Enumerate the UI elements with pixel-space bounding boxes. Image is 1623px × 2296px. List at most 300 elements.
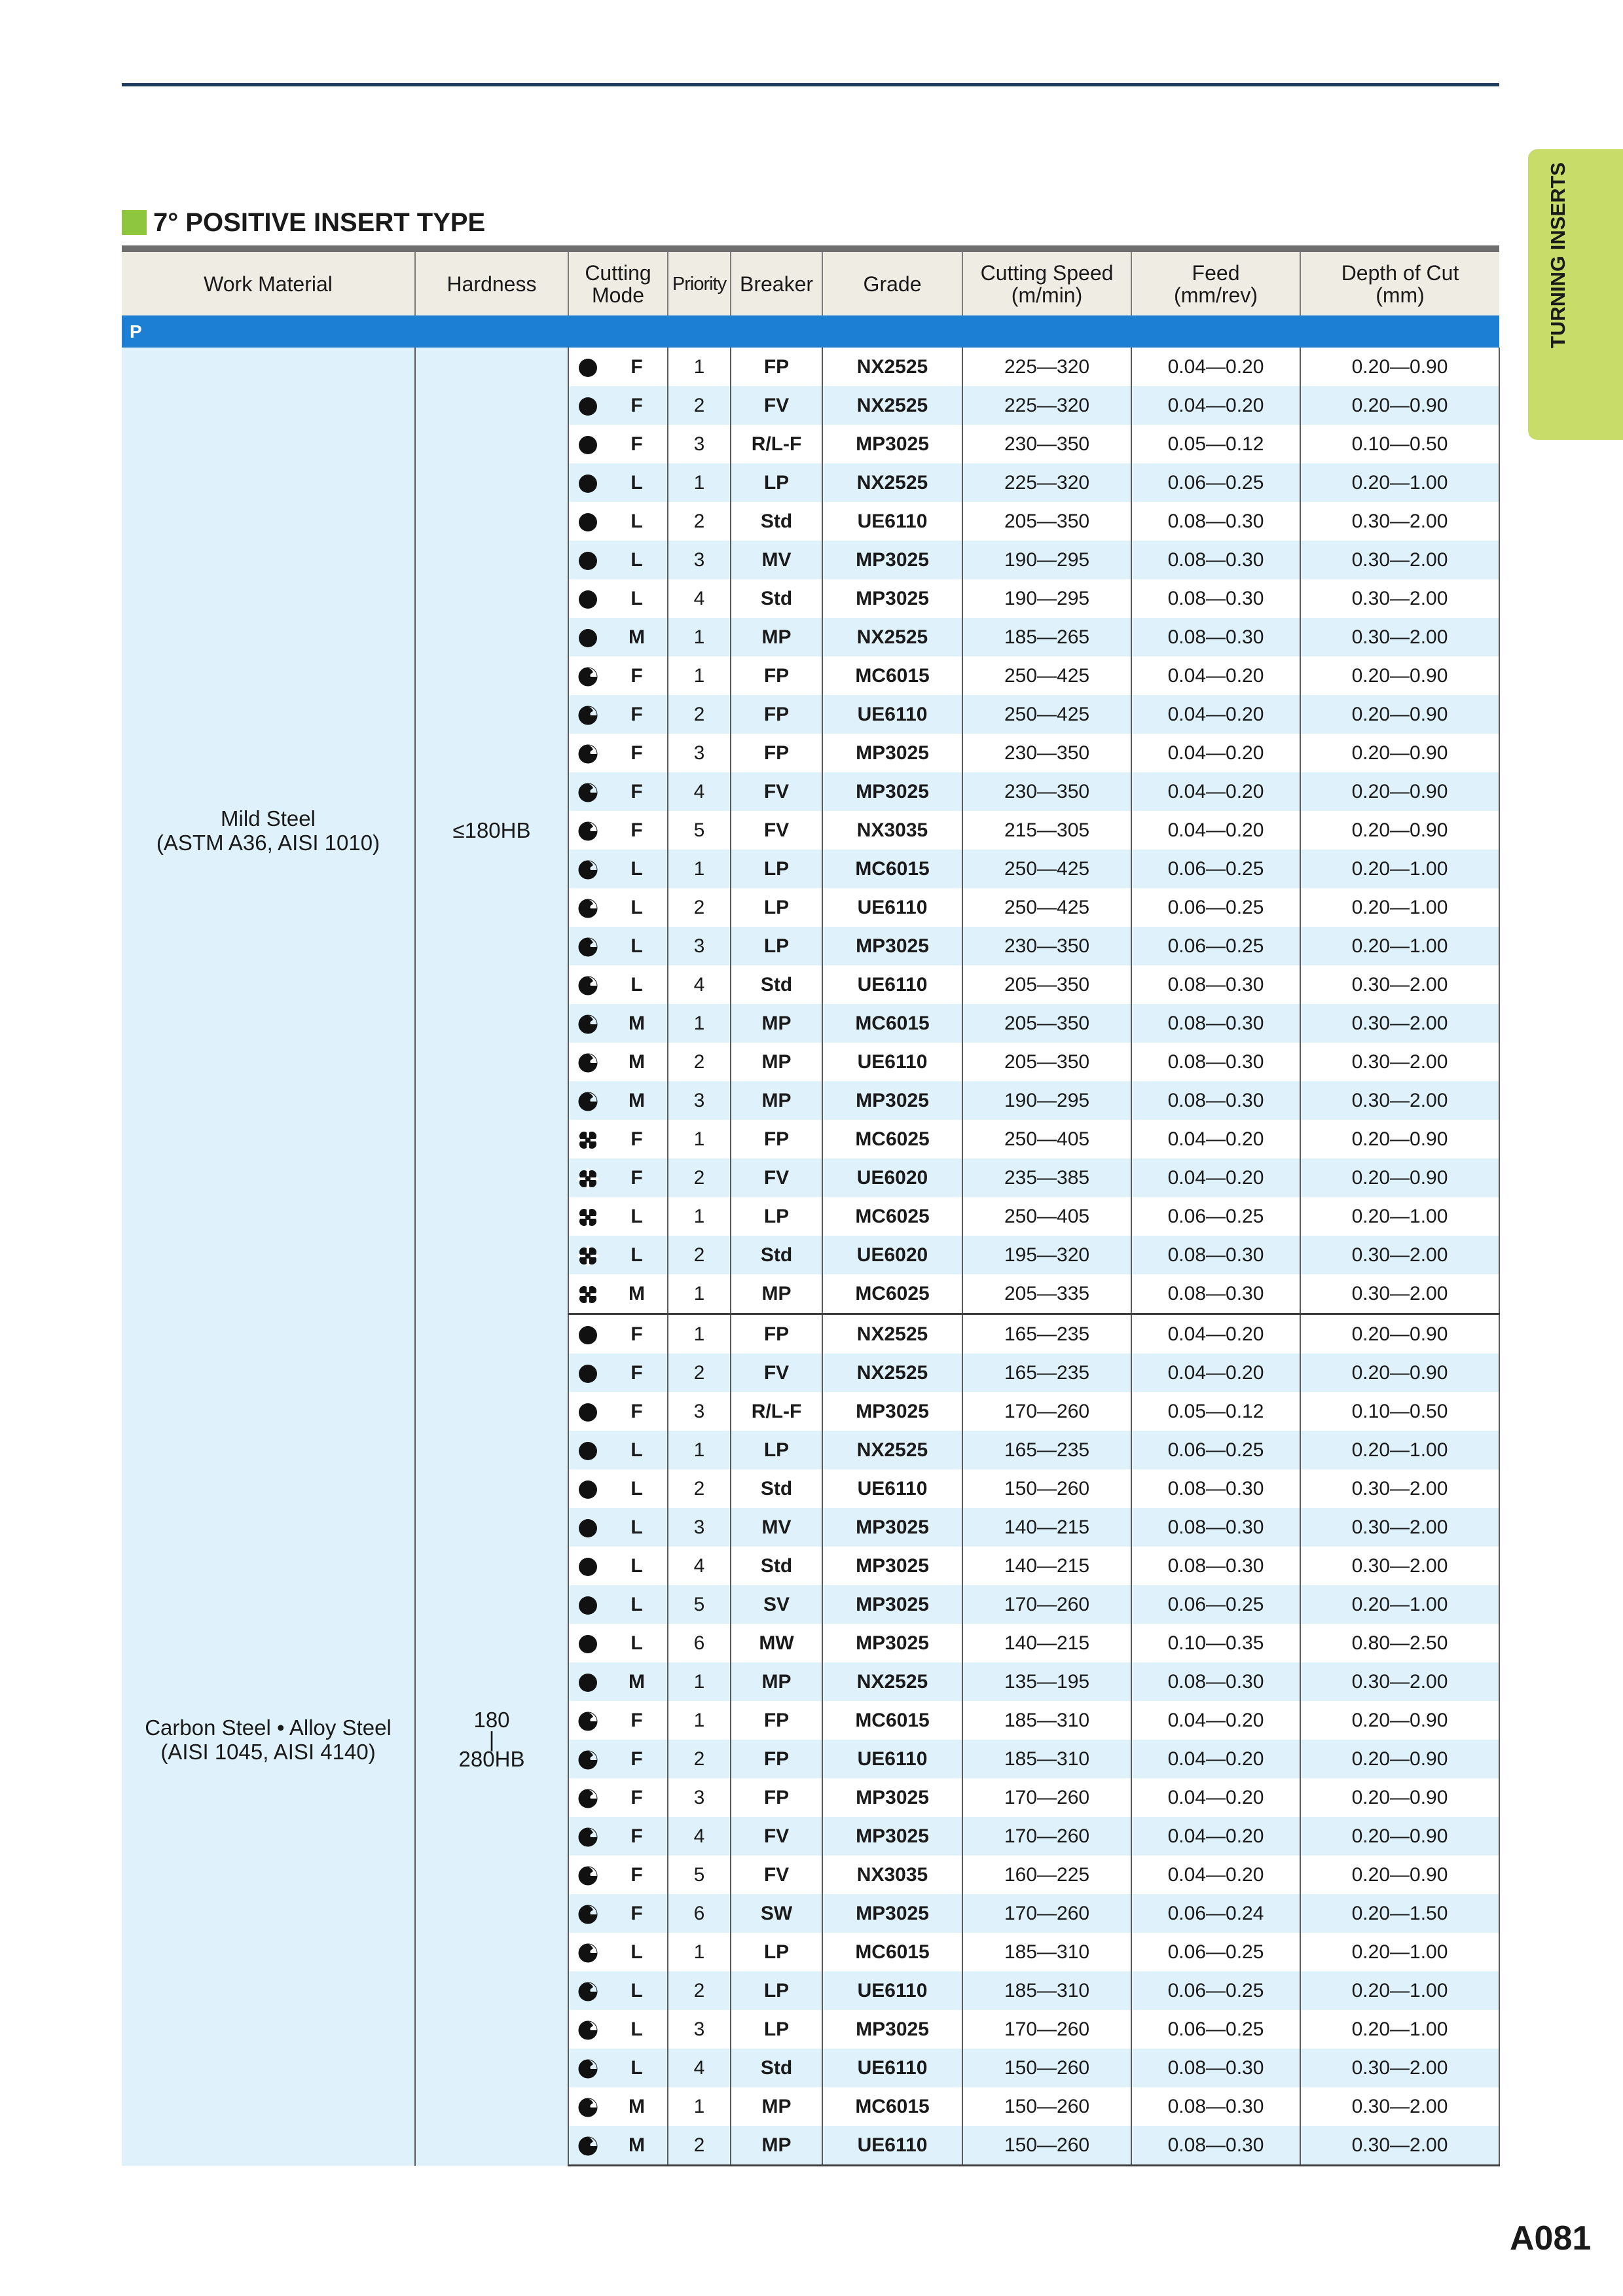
- priority-cell: 4: [668, 1547, 731, 1585]
- breaker-cell: MP: [731, 1274, 822, 1314]
- header-grade: Grade: [822, 249, 962, 315]
- cutting-speed-cell: 250—405: [962, 1197, 1131, 1236]
- insert-shape-cell: [568, 1354, 606, 1392]
- insert-shape-cell: [568, 1120, 606, 1158]
- hardness-value: ≤180HB: [452, 818, 531, 843]
- insert-shape-cell: [568, 1158, 606, 1197]
- priority-cell: 1: [668, 1120, 731, 1158]
- insert-shape-cell: [568, 2126, 606, 2166]
- cutting-mode-cell: L: [606, 579, 668, 618]
- cutting-mode-cell: F: [606, 1392, 668, 1431]
- cutting-speed-cell: 135—195: [962, 1662, 1131, 1701]
- feed-cell: 0.04—0.20: [1131, 1120, 1300, 1158]
- breaker-cell: MP: [731, 1004, 822, 1043]
- priority-cell: 6: [668, 1894, 731, 1933]
- notched-circle-icon: [577, 2020, 598, 2041]
- cutting-mode-cell: M: [606, 1004, 668, 1043]
- priority-cell: 3: [668, 1508, 731, 1547]
- feed-cell: 0.04—0.20: [1131, 1701, 1300, 1740]
- cutting-speed-cell: 170—260: [962, 1778, 1131, 1817]
- grade-cell: MP3025: [822, 1547, 962, 1585]
- priority-cell: 1: [668, 656, 731, 695]
- grade-cell: MC6015: [822, 850, 962, 888]
- feed-cell: 0.06—0.24: [1131, 1894, 1300, 1933]
- breaker-cell: MV: [731, 1508, 822, 1547]
- insert-shape-cell: [568, 541, 606, 579]
- grade-cell: MP3025: [822, 541, 962, 579]
- cutting-mode-cell: L: [606, 1236, 668, 1274]
- depth-of-cut-cell: 0.30—2.00: [1300, 1662, 1499, 1701]
- depth-of-cut-cell: 0.20—0.90: [1300, 1354, 1499, 1392]
- breaker-cell: Std: [731, 965, 822, 1004]
- material-name: Mild Steel: [221, 806, 316, 831]
- grade-cell: UE6110: [822, 2126, 962, 2166]
- grade-cell: MC6025: [822, 1274, 962, 1314]
- notched-circle-icon: [577, 1904, 598, 1925]
- feed-cell: 0.04—0.20: [1131, 348, 1300, 386]
- table-row: [122, 348, 1499, 386]
- filled-circle-icon: [577, 396, 598, 417]
- priority-cell: 4: [668, 1817, 731, 1856]
- grade-cell: MP3025: [822, 1778, 962, 1817]
- insert-shape-cell: [568, 502, 606, 541]
- cutting-speed-cell: 225—320: [962, 386, 1131, 425]
- filled-circle-icon: [577, 1634, 598, 1655]
- insert-table: [122, 245, 1500, 2166]
- breaker-cell: FP: [731, 1778, 822, 1817]
- depth-of-cut-cell: 0.20—0.90: [1300, 1856, 1499, 1894]
- notched-circle-icon: [577, 937, 598, 958]
- feed-cell: 0.08—0.30: [1131, 1081, 1300, 1120]
- feed-cell: 0.08—0.30: [1131, 1274, 1300, 1314]
- feed-cell: 0.06—0.25: [1131, 888, 1300, 927]
- grade-cell: NX2525: [822, 618, 962, 656]
- insert-shape-cell: [568, 1236, 606, 1274]
- priority-cell: 1: [668, 1701, 731, 1740]
- depth-of-cut-cell: 0.20—0.90: [1300, 772, 1499, 811]
- priority-cell: 1: [668, 463, 731, 502]
- cutting-mode-cell: F: [606, 734, 668, 772]
- insert-shape-cell: [568, 850, 606, 888]
- feed-cell: 0.04—0.20: [1131, 1856, 1300, 1894]
- insert-shape-cell: [568, 1971, 606, 2010]
- cutting-speed-cell: 170—260: [962, 1392, 1131, 1431]
- cutting-speed-cell: 190—295: [962, 579, 1131, 618]
- cutting-speed-cell: 230—350: [962, 772, 1131, 811]
- feed-cell: 0.06—0.25: [1131, 1971, 1300, 2010]
- grade-cell: UE6110: [822, 502, 962, 541]
- cutting-mode-cell: L: [606, 1469, 668, 1508]
- feed-cell: 0.08—0.30: [1131, 541, 1300, 579]
- grade-cell: MP3025: [822, 1894, 962, 1933]
- cutting-mode-cell: M: [606, 1274, 668, 1314]
- depth-of-cut-cell: 0.20—0.90: [1300, 656, 1499, 695]
- breaker-cell: LP: [731, 1431, 822, 1469]
- cutting-mode-cell: L: [606, 2010, 668, 2049]
- breaker-cell: MP: [731, 1043, 822, 1081]
- cutting-mode-cell: F: [606, 1856, 668, 1894]
- feed-cell: 0.08—0.30: [1131, 1469, 1300, 1508]
- grade-cell: UE6110: [822, 965, 962, 1004]
- feed-cell: 0.04—0.20: [1131, 1740, 1300, 1778]
- cutting-mode-cell: L: [606, 502, 668, 541]
- cutting-speed-cell: 230—350: [962, 734, 1131, 772]
- feed-cell: 0.04—0.20: [1131, 695, 1300, 734]
- insert-shape-cell: [568, 1894, 606, 1933]
- cutting-mode-cell: M: [606, 1662, 668, 1701]
- hardness-value: 180: [473, 1708, 510, 1732]
- feed-cell: 0.04—0.20: [1131, 811, 1300, 850]
- section-title: [122, 208, 485, 237]
- depth-of-cut-cell: 0.20—0.90: [1300, 1120, 1499, 1158]
- depth-of-cut-cell: 0.30—2.00: [1300, 1469, 1499, 1508]
- depth-of-cut-cell: 0.20—0.90: [1300, 1817, 1499, 1856]
- feed-cell: 0.04—0.20: [1131, 656, 1300, 695]
- insert-shape-cell: [568, 1662, 606, 1701]
- grade-cell: UE6020: [822, 1236, 962, 1274]
- cutting-speed-cell: 225—320: [962, 348, 1131, 386]
- notched-circle-icon: [577, 2058, 598, 2079]
- insert-shape-cell: [568, 1274, 606, 1314]
- depth-of-cut-cell: 0.20—0.90: [1300, 386, 1499, 425]
- feed-cell: 0.06—0.25: [1131, 1431, 1300, 1469]
- cutting-mode-cell: L: [606, 541, 668, 579]
- cutting-mode-cell: L: [606, 1933, 668, 1971]
- insert-shape-cell: [568, 1081, 606, 1120]
- priority-cell: 5: [668, 1856, 731, 1894]
- priority-cell: 1: [668, 348, 731, 386]
- grade-cell: UE6110: [822, 2049, 962, 2087]
- grade-cell: MP3025: [822, 1392, 962, 1431]
- insert-shape-cell: [568, 1392, 606, 1431]
- feed-cell: 0.08—0.30: [1131, 502, 1300, 541]
- depth-of-cut-cell: 0.20—0.90: [1300, 1740, 1499, 1778]
- grade-cell: NX3035: [822, 811, 962, 850]
- cutting-speed-cell: 185—310: [962, 1740, 1131, 1778]
- breaker-cell: SV: [731, 1585, 822, 1624]
- priority-cell: 1: [668, 1274, 731, 1314]
- notched-circle-icon: [577, 782, 598, 803]
- breaker-cell: Std: [731, 1236, 822, 1274]
- grade-cell: MC6015: [822, 1933, 962, 1971]
- cutting-mode-cell: L: [606, 1508, 668, 1547]
- breaker-cell: Std: [731, 579, 822, 618]
- notched-circle-icon: [577, 1091, 598, 1112]
- breaker-cell: MW: [731, 1624, 822, 1662]
- feed-cell: 0.06—0.25: [1131, 2010, 1300, 2049]
- header-priority: Priority: [668, 249, 731, 315]
- depth-of-cut-cell: 0.20—1.00: [1300, 1431, 1499, 1469]
- depth-of-cut-cell: 0.30—2.00: [1300, 541, 1499, 579]
- priority-cell: 5: [668, 811, 731, 850]
- cutting-speed-cell: 205—350: [962, 502, 1131, 541]
- insert-shape-cell: [568, 1469, 606, 1508]
- header-breaker: Breaker: [731, 249, 822, 315]
- grade-cell: MP3025: [822, 1585, 962, 1624]
- grade-cell: MP3025: [822, 1081, 962, 1120]
- grade-cell: NX2525: [822, 1354, 962, 1392]
- breaker-cell: LP: [731, 927, 822, 965]
- insert-shape-cell: [568, 811, 606, 850]
- depth-of-cut-cell: 0.20—1.00: [1300, 1933, 1499, 1971]
- cutting-mode-cell: F: [606, 1314, 668, 1354]
- depth-of-cut-cell: 0.30—2.00: [1300, 618, 1499, 656]
- cutting-mode-cell: M: [606, 2087, 668, 2126]
- filled-circle-icon: [577, 1441, 598, 1462]
- header-depth-of-cut: Depth of Cut (mm): [1300, 249, 1499, 315]
- notched-circle-icon: [577, 1943, 598, 1964]
- grade-cell: MC6025: [822, 1197, 962, 1236]
- grade-cell: MP3025: [822, 734, 962, 772]
- insert-shape-cell: [568, 1585, 606, 1624]
- insert-shape-cell: [568, 1701, 606, 1740]
- priority-cell: 3: [668, 2010, 731, 2049]
- feed-cell: 0.08—0.30: [1131, 618, 1300, 656]
- breaker-cell: MP: [731, 2087, 822, 2126]
- priority-cell: 1: [668, 618, 731, 656]
- depth-of-cut-cell: 0.30—2.00: [1300, 2087, 1499, 2126]
- breaker-cell: FP: [731, 348, 822, 386]
- cutting-mode-cell: L: [606, 2049, 668, 2087]
- notched-circle-icon: [577, 898, 598, 919]
- depth-of-cut-cell: 0.20—1.00: [1300, 888, 1499, 927]
- depth-of-cut-cell: 0.30—2.00: [1300, 579, 1499, 618]
- cutting-speed-cell: 185—310: [962, 1701, 1131, 1740]
- notched-circle-icon: [577, 2097, 598, 2118]
- cutting-mode-cell: F: [606, 1701, 668, 1740]
- insert-shape-cell: [568, 1043, 606, 1081]
- insert-shape-cell: [568, 2049, 606, 2087]
- grade-cell: NX2525: [822, 1431, 962, 1469]
- cutting-speed-cell: 195—320: [962, 1236, 1131, 1274]
- grade-cell: MP3025: [822, 927, 962, 965]
- depth-of-cut-cell: 0.30—2.00: [1300, 1508, 1499, 1547]
- grade-cell: UE6110: [822, 1043, 962, 1081]
- insert-shape-cell: [568, 463, 606, 502]
- cutting-speed-cell: 205—350: [962, 1004, 1131, 1043]
- breaker-cell: FV: [731, 772, 822, 811]
- header-cutting-speed: Cutting Speed (m/min): [962, 249, 1131, 315]
- insert-table-wrap: [122, 245, 1499, 2166]
- insert-shape-cell: [568, 425, 606, 463]
- depth-of-cut-cell: 0.20—0.90: [1300, 1701, 1499, 1740]
- insert-shape-cell: [568, 1933, 606, 1971]
- side-tab: [1528, 149, 1623, 440]
- priority-cell: 1: [668, 1933, 731, 1971]
- section-title-text: 7° POSITIVE INSERT TYPE: [153, 207, 486, 237]
- priority-cell: 4: [668, 965, 731, 1004]
- cutting-mode-cell: F: [606, 772, 668, 811]
- priority-cell: 2: [668, 695, 731, 734]
- notched-circle-icon: [577, 1052, 598, 1073]
- notched-circle-icon: [577, 1981, 598, 2002]
- insert-shape-cell: [568, 772, 606, 811]
- feed-cell: 0.06—0.25: [1131, 1197, 1300, 1236]
- grade-cell: MP3025: [822, 1817, 962, 1856]
- breaker-cell: MP: [731, 1081, 822, 1120]
- grade-cell: MC6015: [822, 2087, 962, 2126]
- cutting-mode-cell: L: [606, 1197, 668, 1236]
- depth-of-cut-cell: 0.30—2.00: [1300, 502, 1499, 541]
- insert-shape-cell: [568, 2010, 606, 2049]
- depth-of-cut-cell: 0.10—0.50: [1300, 1392, 1499, 1431]
- insert-shape-cell: [568, 695, 606, 734]
- breaker-cell: LP: [731, 850, 822, 888]
- cutting-speed-cell: 230—350: [962, 927, 1131, 965]
- cutting-mode-cell: L: [606, 1431, 668, 1469]
- feed-cell: 0.04—0.20: [1131, 1354, 1300, 1392]
- insert-shape-cell: [568, 1817, 606, 1856]
- cutting-speed-cell: 140—215: [962, 1624, 1131, 1662]
- cutting-speed-cell: 150—260: [962, 2126, 1131, 2166]
- grade-cell: MP3025: [822, 425, 962, 463]
- grade-cell: MP3025: [822, 2010, 962, 2049]
- side-tab-label: [1545, 157, 1571, 353]
- depth-of-cut-cell: 0.30—2.00: [1300, 1274, 1499, 1314]
- cutting-mode-cell: F: [606, 1158, 668, 1197]
- grade-cell: MP3025: [822, 772, 962, 811]
- grade-cell: MC6015: [822, 656, 962, 695]
- breaker-cell: FV: [731, 386, 822, 425]
- clover-icon: [577, 1207, 598, 1228]
- hardness-cell: [415, 1314, 568, 2166]
- feed-cell: 0.08—0.30: [1131, 965, 1300, 1004]
- cutting-mode-cell: F: [606, 1894, 668, 1933]
- feed-cell: 0.08—0.30: [1131, 2049, 1300, 2087]
- priority-cell: 2: [668, 386, 731, 425]
- notched-circle-icon: [577, 1711, 598, 1732]
- priority-cell: 3: [668, 1778, 731, 1817]
- breaker-cell: FP: [731, 656, 822, 695]
- priority-cell: 2: [668, 502, 731, 541]
- depth-of-cut-cell: 0.10—0.50: [1300, 425, 1499, 463]
- breaker-cell: MP: [731, 1662, 822, 1701]
- insert-shape-cell: [568, 2087, 606, 2126]
- cutting-speed-cell: 190—295: [962, 1081, 1131, 1120]
- work-material-cell: [122, 348, 415, 1314]
- insert-shape-cell: [568, 1856, 606, 1894]
- notched-circle-icon: [577, 1788, 598, 1809]
- breaker-cell: LP: [731, 1197, 822, 1236]
- insert-shape-cell: [568, 1314, 606, 1354]
- insert-shape-cell: [568, 1197, 606, 1236]
- depth-of-cut-cell: 0.20—0.90: [1300, 348, 1499, 386]
- cutting-speed-cell: 150—260: [962, 2049, 1131, 2087]
- priority-cell: 3: [668, 734, 731, 772]
- insert-shape-cell: [568, 579, 606, 618]
- grade-cell: MP3025: [822, 579, 962, 618]
- insert-shape-cell: [568, 1508, 606, 1547]
- depth-of-cut-cell: 0.20—0.90: [1300, 734, 1499, 772]
- filled-circle-icon: [577, 1595, 598, 1616]
- insert-shape-cell: [568, 1004, 606, 1043]
- depth-of-cut-cell: 0.20—1.00: [1300, 2010, 1499, 2049]
- cutting-mode-cell: F: [606, 1120, 668, 1158]
- grade-cell: UE6110: [822, 1469, 962, 1508]
- feed-cell: 0.08—0.30: [1131, 1043, 1300, 1081]
- insert-shape-cell: [568, 1778, 606, 1817]
- notched-circle-icon: [577, 1827, 598, 1848]
- insert-shape-cell: [568, 927, 606, 965]
- cutting-speed-cell: 185—265: [962, 618, 1131, 656]
- depth-of-cut-cell: 0.20—0.90: [1300, 1314, 1499, 1354]
- feed-cell: 0.06—0.25: [1131, 1933, 1300, 1971]
- cutting-mode-cell: M: [606, 2126, 668, 2166]
- grade-cell: MC6015: [822, 1701, 962, 1740]
- cutting-speed-cell: 250—405: [962, 1120, 1131, 1158]
- cutting-speed-cell: 185—310: [962, 1971, 1131, 2010]
- cutting-speed-cell: 215—305: [962, 811, 1131, 850]
- cutting-speed-cell: 150—260: [962, 2087, 1131, 2126]
- depth-of-cut-cell: 0.20—1.50: [1300, 1894, 1499, 1933]
- priority-cell: 4: [668, 579, 731, 618]
- grade-cell: MP3025: [822, 1624, 962, 1662]
- cutting-speed-cell: 165—235: [962, 1354, 1131, 1392]
- depth-of-cut-cell: 0.30—2.00: [1300, 1547, 1499, 1585]
- top-rule: [122, 83, 1499, 86]
- cutting-mode-cell: L: [606, 463, 668, 502]
- breaker-cell: Std: [731, 1547, 822, 1585]
- page-number: A081: [1510, 2219, 1592, 2257]
- depth-of-cut-cell: 0.20—1.00: [1300, 927, 1499, 965]
- priority-cell: 1: [668, 1662, 731, 1701]
- cutting-mode-cell: M: [606, 1081, 668, 1120]
- group-label: P: [122, 315, 1499, 348]
- depth-of-cut-cell: 0.80—2.50: [1300, 1624, 1499, 1662]
- cutting-speed-cell: 165—235: [962, 1314, 1131, 1354]
- feed-cell: 0.04—0.20: [1131, 1817, 1300, 1856]
- feed-cell: 0.04—0.20: [1131, 1158, 1300, 1197]
- clover-icon: [577, 1246, 598, 1266]
- breaker-cell: LP: [731, 2010, 822, 2049]
- depth-of-cut-cell: 0.30—2.00: [1300, 1004, 1499, 1043]
- notched-circle-icon: [577, 975, 598, 996]
- cutting-mode-cell: L: [606, 1971, 668, 2010]
- breaker-cell: MP: [731, 2126, 822, 2166]
- cutting-mode-cell: M: [606, 1043, 668, 1081]
- depth-of-cut-cell: 0.30—2.00: [1300, 965, 1499, 1004]
- breaker-cell: Std: [731, 1469, 822, 1508]
- breaker-cell: LP: [731, 1933, 822, 1971]
- insert-shape-cell: [568, 965, 606, 1004]
- filled-circle-icon: [577, 1672, 598, 1693]
- cutting-mode-cell: L: [606, 1585, 668, 1624]
- cutting-speed-cell: 185—310: [962, 1933, 1131, 1971]
- filled-circle-icon: [577, 550, 598, 571]
- feed-cell: 0.04—0.20: [1131, 772, 1300, 811]
- insert-shape-cell: [568, 1431, 606, 1469]
- cutting-speed-cell: 205—350: [962, 965, 1131, 1004]
- cutting-mode-cell: F: [606, 695, 668, 734]
- grade-cell: UE6020: [822, 1158, 962, 1197]
- cutting-mode-cell: F: [606, 425, 668, 463]
- cutting-speed-cell: 170—260: [962, 2010, 1131, 2049]
- breaker-cell: SW: [731, 1894, 822, 1933]
- grade-cell: NX3035: [822, 1856, 962, 1894]
- cutting-speed-cell: 235—385: [962, 1158, 1131, 1197]
- feed-cell: 0.06—0.25: [1131, 927, 1300, 965]
- grade-cell: NX2525: [822, 1314, 962, 1354]
- grade-cell: MC6015: [822, 1004, 962, 1043]
- cutting-mode-cell: F: [606, 1817, 668, 1856]
- priority-cell: 3: [668, 1392, 731, 1431]
- breaker-cell: LP: [731, 463, 822, 502]
- grade-cell: UE6110: [822, 695, 962, 734]
- feed-cell: 0.04—0.20: [1131, 386, 1300, 425]
- grade-cell: UE6110: [822, 888, 962, 927]
- cutting-mode-cell: L: [606, 965, 668, 1004]
- grade-cell: NX2525: [822, 386, 962, 425]
